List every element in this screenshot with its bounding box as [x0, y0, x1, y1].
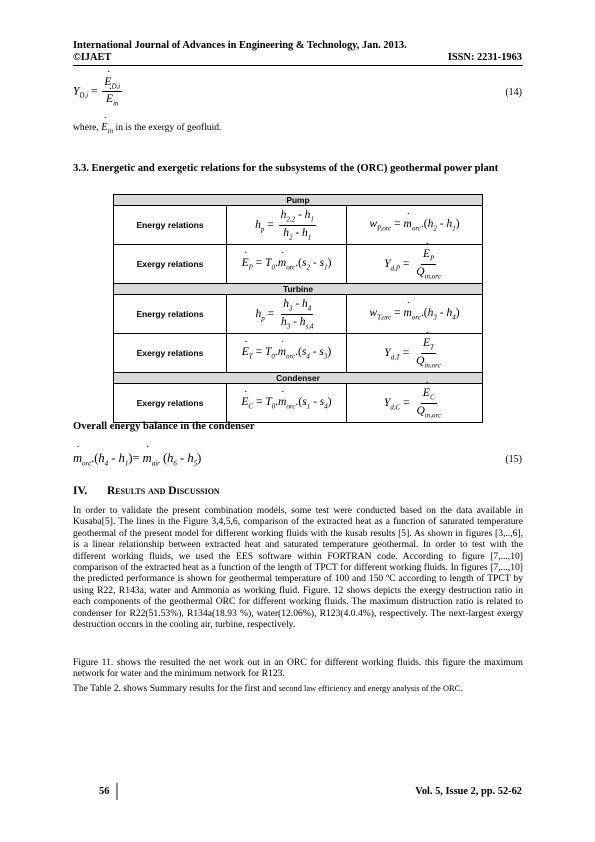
where-prefix: where, — [73, 122, 99, 133]
section-3-3-title: 3.3. Energetic and exergetic relations for the subsystems of the (ORC) geothermal power plant — [73, 163, 499, 174]
pump-exergy-eq: · $E_P = T_0.\cdot m_{orc}.(s_2 - s_1)$ — [242, 257, 332, 269]
header-rule — [73, 65, 523, 66]
body-paragraph-2: Figure 11. shows the resulted the net work out in an ORC for different working fluids. this figure the maximum network for water and the minimum network for R123. — [73, 657, 523, 680]
condenser-exergy-ratio-eq: $Y_{d,C}$ = · $\frac{E_C}{Q_{in,orc}}$ — [384, 397, 445, 409]
section-4-heading — [73, 485, 220, 497]
pump-work-eq: $w_{P,orc}$ = · $m_{orc}.(h_2 - h_1)$ — [369, 218, 459, 230]
table-section-turbine: Turbine — [114, 284, 483, 295]
equation-14: $Y_{D,i}$ = · $E_{D,i}$ · $E_{in}$ — [73, 76, 124, 108]
turbine-energy-eq: $h_p$ = $\frac{h_3 - h_4}{h_3 - h_{s,4}}$ — [255, 298, 314, 330]
relations-table — [113, 194, 483, 423]
condenser-exergy-eq: · $E_C = T_0.\cdot m_{orc}.(s_1 - s_4)$ — [241, 396, 331, 408]
section-4-title: Results and Discussion — [106, 485, 220, 497]
table-row — [114, 245, 483, 284]
row-label: Exergy relations — [114, 334, 227, 373]
footer-divider — [116, 783, 118, 800]
issn-label: ISSN: 2231-1963 — [447, 52, 522, 63]
where-line: where, · $E_{in}$ in is the exergy of geofluid. — [73, 122, 221, 135]
row-label: Exergy relations — [114, 245, 227, 284]
row-label: Exergy relations — [114, 384, 227, 423]
copyright-label: ©IJAET — [73, 52, 112, 63]
row-label: Energy relations — [114, 295, 227, 334]
turbine-exergy-ratio-eq: $Y_{d,T}$ = · $\frac{E_T}{Q_{in,orc}}$ — [384, 347, 444, 359]
table-section-pump: Pump — [114, 195, 483, 206]
overall-balance-heading: Overall energy balance in the condenser — [73, 421, 255, 432]
table-section-condenser: Condenser — [114, 373, 483, 384]
journal-header: International Journal of Advances in Engineering & Technology, Jan. 2013. — [73, 40, 407, 51]
table-row — [114, 384, 483, 423]
row-label: Energy relations — [114, 206, 227, 245]
volume-info: Vol. 5, Issue 2, pp. 52-62 — [415, 786, 522, 797]
table-row — [114, 334, 483, 373]
turbine-exergy-eq: · $E_T = T_0.\cdot m_{orc}.(s_4 - s_3)$ — [242, 346, 331, 358]
section-4-numeral: IV. — [73, 485, 88, 497]
body-paragraph-3-main: The Table 2. shows Summary results for the first and — [73, 683, 277, 694]
equation-14-number: (14) — [505, 87, 522, 98]
where-suffix: in is the exergy of geofluid. — [115, 122, 222, 133]
body-paragraph-1: In order to validate the present combination models, some test were conducted based on the data available in Kusaba[5]. The lines in the Figure 3,4,5,6, comparison of the extracted heat as a function of saturated temperature geothermal of the present model for different working fluids with the kusab results [5]. As shown in figures [3,..,6], is a linear relationship between extracted heat and saturated temperature geothermal. In order to test with the different working fluids, we used the EES software within FORTRAN code. According to figure [7,...,10] comparison of the extracted heat as a function of the length of TPCT for different working fluids. In figures [7,...,10] the predicted performance is shown for geothermal temperature of 100 and 150 ºC according to length of TPCT by using R22, R143a, water and Ammonia as working fluid. Figure. 12 shows depicts the exergy destruction ratio in each components of the geothermal ORC for different working fluids. The maximum distruction ratio is related to condenser for R22(51.53%), R134a(18.93 %), water(12.06%), R123(4.0.4%), respectively. The next-largest exergy destruction occurs in the cooling air, turbine, respectively. — [73, 505, 523, 631]
pump-energy-eq: $h_p$ = $\frac{h_{2,2} - h_1}{h_2 - h_1}$ — [255, 209, 314, 241]
equation-15: · $m_{orc}.(h_4 - h_1)= \cdot m_{air}$ $(h_6 - h_5)$ — [73, 451, 201, 468]
page-number: 56 — [99, 786, 110, 797]
body-paragraph-3-small: second law efficiency and energy analysis of the ORC. — [278, 684, 463, 693]
turbine-work-eq: $w_{T,orc}$ = · $m_{orc}.(h_3 - h_4)$ — [369, 307, 459, 319]
body-paragraph-3 — [73, 683, 523, 694]
equation-15-number: (15) — [505, 454, 522, 465]
pump-exergy-ratio-eq: $Y_{d,P}$ = · $\frac{E_P}{Q_{in,orc}}$ — [384, 258, 445, 270]
